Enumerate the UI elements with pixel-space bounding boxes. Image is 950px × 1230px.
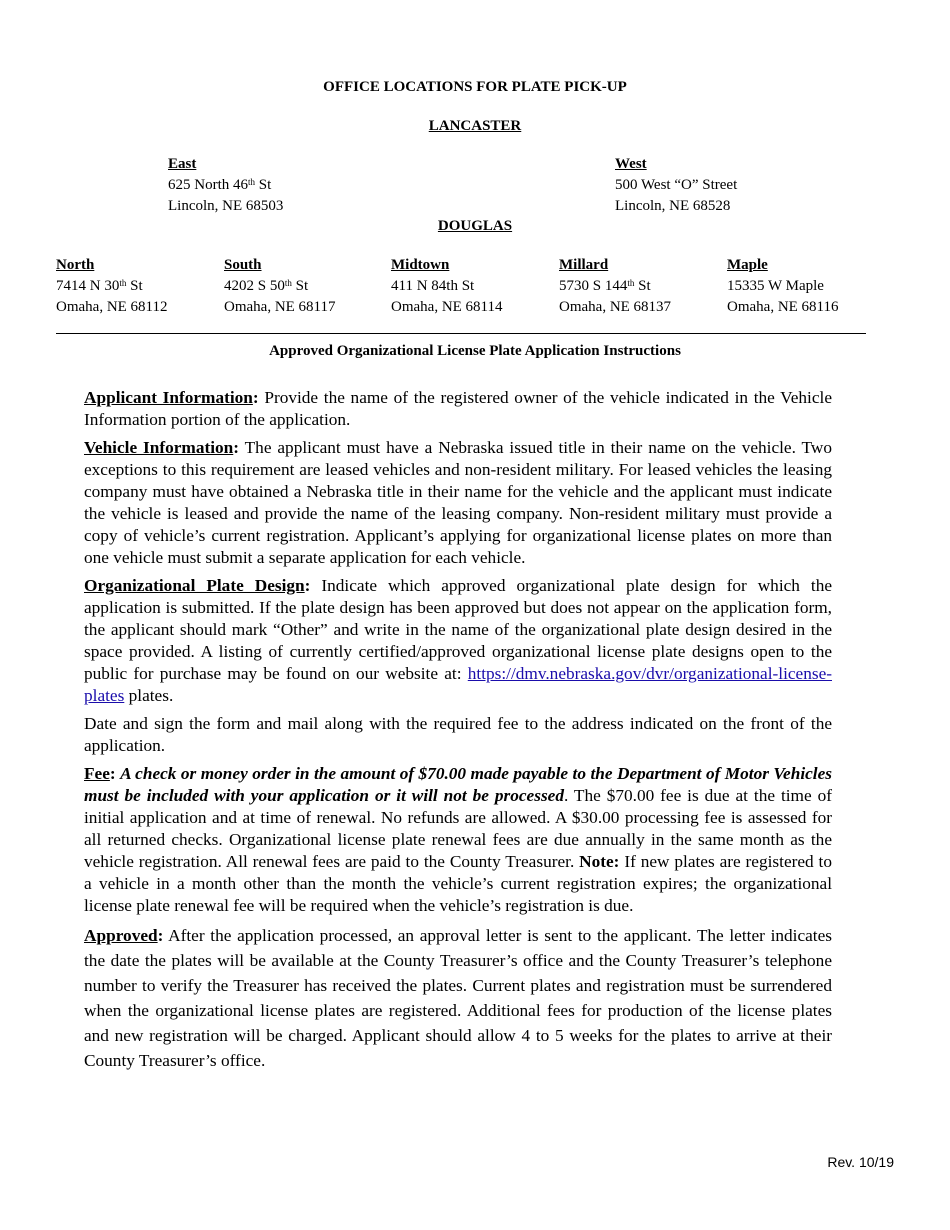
- office-name: North: [56, 257, 95, 273]
- office-douglas-midtown: [391, 255, 503, 318]
- office-douglas-north: [56, 255, 168, 318]
- office-street: 7414 N 30th St: [56, 278, 143, 294]
- office-lancaster-east: [168, 154, 283, 217]
- office-street: 500 West “O” Street: [615, 177, 738, 193]
- office-name: Midtown: [391, 257, 450, 273]
- instructions-title: Approved Organizational License Plate Application Instructions: [269, 343, 681, 359]
- office-name: Maple: [727, 257, 768, 273]
- office-city: Lincoln, NE 68503: [168, 198, 284, 214]
- office-lancaster-west: [615, 154, 737, 217]
- office-street: 5730 S 144th St: [559, 278, 651, 294]
- office-douglas-south: [224, 255, 336, 318]
- office-name: South: [224, 257, 262, 273]
- section-divider: [56, 333, 866, 334]
- approved-paragraph: Approved: After the application processed, an approval letter is sent to the applicant. The letter indicates the date the plates will be available at the County Treasurer’s office and the County Treasurer’s telephone number to verify the Treasurer has received the plates. Current plates and registration must be surrendered when the organizational license plates are registered. Additional fees for production of the license plates and new registration will be charged. Applicant should allow 4 to 5 weeks for the plates to arrive at their County Treasurer’s office.: [84, 926, 832, 1070]
- office-city: Omaha, NE 68114: [391, 299, 503, 315]
- office-douglas-maple: [727, 255, 839, 318]
- revision-label: Rev. 10/19: [827, 1154, 894, 1170]
- plate-design-paragraph: Organizational Plate Design: Indicate which approved organizational plate design for which the application is submitted. If the plate design has been approved but does not appear on the application form, the applicant should mark “Other” and write in the name of the organizational plate design desired in the space provided. A listing of currently certified/approved organizational license plate designs open to the public for purchase may be found on our website at: https://dmv.nebraska.gov/dvr/organizational-license-plates plates.: [84, 576, 833, 705]
- sign-and-mail-paragraph: Date and sign the form and mail along with the required fee to the address indicated on the front of the application.: [84, 714, 832, 755]
- office-city: Omaha, NE 68137: [559, 299, 672, 315]
- lancaster-heading: LANCASTER: [428, 118, 522, 134]
- office-douglas-millard: [559, 255, 671, 318]
- office-city: Omaha, NE 68112: [56, 299, 168, 315]
- page-title: OFFICE LOCATIONS FOR PLATE PICK-UP: [323, 79, 627, 95]
- office-city: Lincoln, NE 68528: [615, 198, 731, 214]
- douglas-heading: DOUGLAS: [437, 218, 513, 234]
- fee-paragraph: Fee: A check or money order in the amount of $70.00 made payable to the Department of Motor Vehicles must be included with your application or it will not be processed. The $70.00 fee is due at the time of initial application and at time of renewal. No refunds are allowed. A $30.00 processing fee is assessed for all returned checks. Organizational license plate renewal fees are due annually in the same month as the vehicle registration. All renewal fees are paid to the County Treasurer. Note: If new plates are registered to a vehicle in a month other than the month the vehicle’s current registration expires; the organizational license plate renewal fee will be required when the vehicle’s registration is due.: [84, 764, 832, 915]
- office-street: 15335 W Maple: [727, 278, 824, 294]
- organizational-plates-link[interactable]: https://dmv.nebraska.gov/dvr/organizational-license-plates: [84, 664, 832, 705]
- office-city: Omaha, NE 68117: [224, 299, 336, 315]
- office-city: Omaha, NE 68116: [727, 299, 839, 315]
- office-street: 625 North 46th St: [168, 177, 272, 193]
- office-name: East: [168, 156, 197, 172]
- office-name: Millard: [559, 257, 609, 273]
- office-street: 4202 S 50th St: [224, 278, 309, 294]
- instructions-body: [84, 387, 832, 1079]
- applicant-information-paragraph: Applicant Information: Provide the name of the registered owner of the vehicle indicated in the Vehicle Information portion of the application.: [84, 388, 832, 429]
- office-name: West: [615, 156, 647, 172]
- office-street: 411 N 84th St: [391, 278, 475, 294]
- vehicle-information-paragraph: Vehicle Information: The applicant must have a Nebraska issued title in their name on the vehicle. Two exceptions to this requirement are leased vehicles and non-resident military. For leased vehicles the leasing company must have obtained a Nebraska title in their name for the vehicle and the applicant must indicate the vehicle is leased and provide the name of the leasing company. Non-resident military must provide a copy of vehicle’s current registration. Applicant’s applying for organizational license plates on more than one vehicle must submit a separate application for each vehicle.: [84, 438, 832, 567]
